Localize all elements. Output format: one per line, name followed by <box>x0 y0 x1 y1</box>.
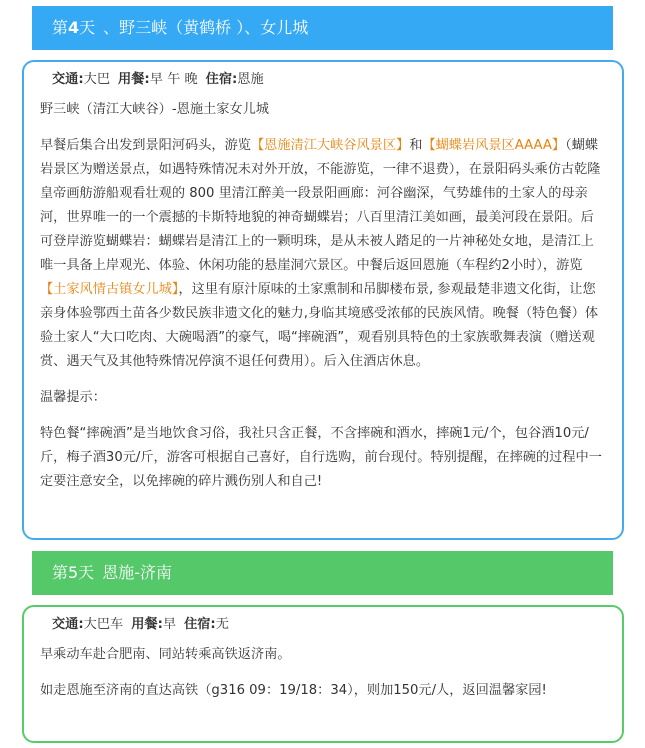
transport-value: 大巴车 <box>83 617 124 632</box>
day5-header <box>32 551 613 595</box>
transport-label: 交通: <box>52 617 84 632</box>
day4-title: 第4天 <box>52 18 96 37</box>
day5-card <box>22 605 624 743</box>
lodging-label: 住宿: <box>184 617 216 632</box>
day5-meta <box>40 613 606 637</box>
day4-summary: 野三峡（清江大峡谷）-恩施土家女儿城 <box>40 102 269 117</box>
day5-title: 第5天 <box>52 563 95 582</box>
day4-header <box>32 6 613 50</box>
day4-card <box>22 60 624 540</box>
transport-value: 大巴 <box>83 72 111 87</box>
nuercheng-town-link: 【土家风情古镇女儿城】 <box>40 282 179 297</box>
day5-text-2: 如走恩施至济南的直达高铁（g316 09：19/18：34），则加150元/人，返回温馨家园! <box>40 683 547 698</box>
qingjiang-canyon-link: 【恩施清江大峡谷风景区】 <box>251 138 410 153</box>
day4-tip-body: 特色餐“摔碗酒”是当地饮食习俗，我社只含正餐，不含摔碗和酒水，摔碗1元/个，包谷酒10元/斤，梅子酒30元/斤，游客可根据自己喜好，自行选购，前台现付。特别提醒，在摔碗的过程中一定要注意安全，以免摔碗的碎片溅伤别人和自己! <box>40 426 602 489</box>
transport-label: 交通: <box>52 72 84 87</box>
day4-route: 、野三峡（黄鹤桥 ）、女儿城 <box>103 18 309 37</box>
meals-label: 用餐: <box>118 72 150 87</box>
meals-label: 用餐: <box>131 617 163 632</box>
meals-value: 早 <box>162 617 177 632</box>
lodging-label: 住宿: <box>205 72 238 87</box>
day4-itinerary-text: 早餐后集合出发到景阳河码头，游览【恩施清江大峡谷风景区】和【蝴蝶岩风景区AAAA】（蝴蝶岩景区为赠送景点，如遇特殊情况未对外开放，不能游览，一律不退费），在景阳码头乘仿古乾隆皇帝画舫游船观看壮观的 800 里清江醉美一段景阳画廊：河谷幽深，气势雄伟的土家人的母亲河，世界唯一的一个震撼的卡斯特地貌的神奇蝴蝶岩；八百里清江美如画，最美河段在景阳。后可登岸游览蝴蝶岩：蝴蝶岩是清江上的一颗明珠，是从未被人踏足的一片神秘处女地，是清江上唯一具备上岸观光、体验、休闲功能的悬崖洞穴景区。中餐后返回恩施（车程约2小时），游览【土家风情古镇女儿城】，这里有原汁原味的土家熏制和吊脚楼布景, 参观最楚非遗文化街，让您亲身体验鄂西土苗各少数民族非遗文化的魅力,身临其境感受浓郁的民族风情。晚餐（特色餐）体验土家人“大口吃肉、大碗喝酒”的豪气，喝“摔碗酒”，观看别具特色的土家族歌舞表演（赠送观赏、遇天气及其他特殊情况停演不退任何费用）。后入住酒店休息。 <box>40 138 601 369</box>
butterfly-cliff-link: 【蝴蝶岩风景区AAAA】 <box>422 138 566 153</box>
meals-value: 早 午 晚 <box>149 72 198 87</box>
day4-meta <box>40 68 606 92</box>
day5-route: 恩施-济南 <box>102 563 172 582</box>
lodging-value: 恩施 <box>237 72 264 87</box>
day4-tip-title: 温馨提示： <box>40 390 106 405</box>
day5-text-1: 早乘动车赴合肥南、同站转乘高铁返济南。 <box>40 647 291 662</box>
lodging-value: 无 <box>215 617 229 632</box>
